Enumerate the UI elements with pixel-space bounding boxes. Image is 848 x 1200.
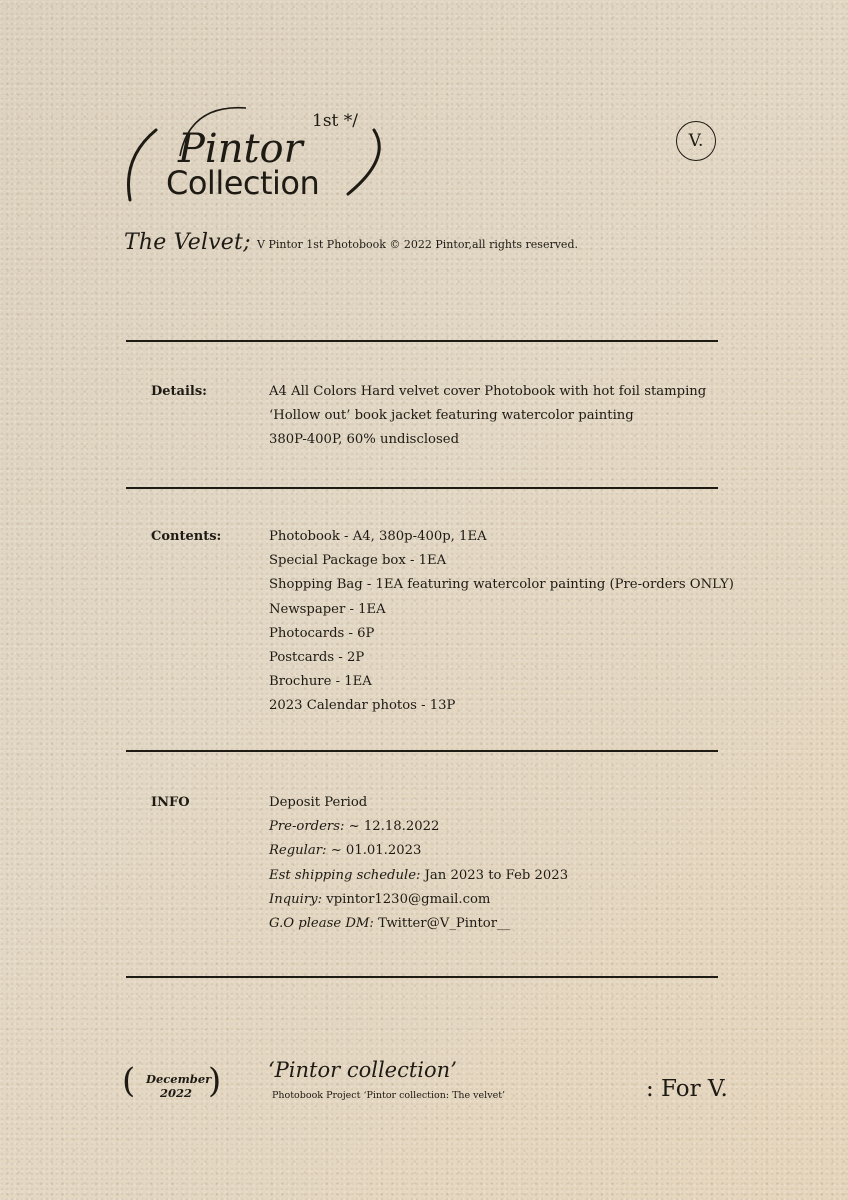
info-label: INFO bbox=[151, 795, 190, 810]
date-year: 2022 bbox=[160, 1086, 193, 1100]
info-row bbox=[269, 839, 568, 863]
divider bbox=[126, 487, 718, 489]
details-list bbox=[269, 380, 706, 453]
logo-serif-word: Collection bbox=[166, 164, 320, 202]
info-key: Est shipping schedule: bbox=[269, 867, 421, 883]
footer-title: ‘Pintor collection’ bbox=[268, 1058, 457, 1082]
contents-line: Photobook - A4, 380p-400p, 1EA bbox=[269, 529, 487, 544]
logo-left-paren bbox=[128, 130, 156, 200]
contents-line: Photocards - 6P bbox=[269, 625, 375, 641]
info-heading: Deposit Period bbox=[269, 795, 368, 810]
contents-line: Shopping Bag - 1EA featuring watercolor painting (Pre-orders ONLY) bbox=[269, 577, 734, 593]
contents-line: Newspaper - 1EA bbox=[269, 601, 386, 617]
info-value: vpintor1230@gmail.com bbox=[322, 891, 491, 907]
info-row bbox=[269, 912, 568, 936]
info-value: ~ 01.01.2023 bbox=[326, 843, 422, 859]
info-key: Inquiry: bbox=[269, 891, 323, 907]
divider bbox=[126, 340, 718, 342]
date-badge bbox=[122, 1062, 222, 1104]
logo-edition: 1st */ bbox=[312, 111, 359, 131]
divider bbox=[126, 976, 718, 978]
date-left-paren: ( bbox=[122, 1061, 136, 1101]
contents-line: 2023 Calendar photos - 13P bbox=[269, 698, 456, 714]
info-key: G.O please DM: bbox=[269, 916, 374, 932]
date-right-paren: ) bbox=[208, 1061, 222, 1101]
info-row bbox=[269, 888, 568, 912]
v-emblem: V. bbox=[676, 121, 716, 161]
contents-line: Postcards - 2P bbox=[269, 650, 365, 666]
divider bbox=[126, 750, 718, 752]
info-value: Jan 2023 to Feb 2023 bbox=[420, 867, 569, 883]
contents-line: Special Package box - 1EA bbox=[269, 553, 447, 569]
copyright-text: V Pintor 1st Photobook © 2022 Pintor,all rights reserved. bbox=[257, 238, 578, 251]
info-row bbox=[269, 864, 568, 888]
info-value: ~ 12.18.2022 bbox=[344, 819, 440, 835]
contents-line: Brochure - 1EA bbox=[269, 674, 372, 690]
contents-label: Contents: bbox=[151, 529, 222, 544]
info-key: Pre-orders: bbox=[269, 819, 345, 835]
details-line: A4 All Colors Hard velvet cover Photobook with hot foil stamping bbox=[269, 384, 707, 399]
footer-subtitle: Photobook Project ‘Pintor collection: The velvet’ bbox=[272, 1090, 506, 1101]
details-line: ‘Hollow out’ book jacket featuring watercolor painting bbox=[269, 408, 634, 424]
brand-name: The Velvet; bbox=[124, 230, 251, 255]
details-line: 380P-400P, 60% undisclosed bbox=[269, 432, 460, 448]
details-label: Details: bbox=[151, 384, 207, 399]
contents-list bbox=[269, 525, 734, 719]
signature: : For V. bbox=[646, 1076, 728, 1102]
logo-right-paren bbox=[348, 130, 379, 194]
info-key: Regular: bbox=[269, 843, 327, 859]
date-month: December bbox=[146, 1072, 212, 1086]
info-row bbox=[269, 815, 568, 839]
info-list bbox=[269, 791, 568, 936]
pintor-collection-logo bbox=[120, 96, 390, 208]
info-value: Twitter@V_Pintor__ bbox=[373, 916, 511, 932]
logo-script-word: Pintor bbox=[178, 126, 303, 172]
